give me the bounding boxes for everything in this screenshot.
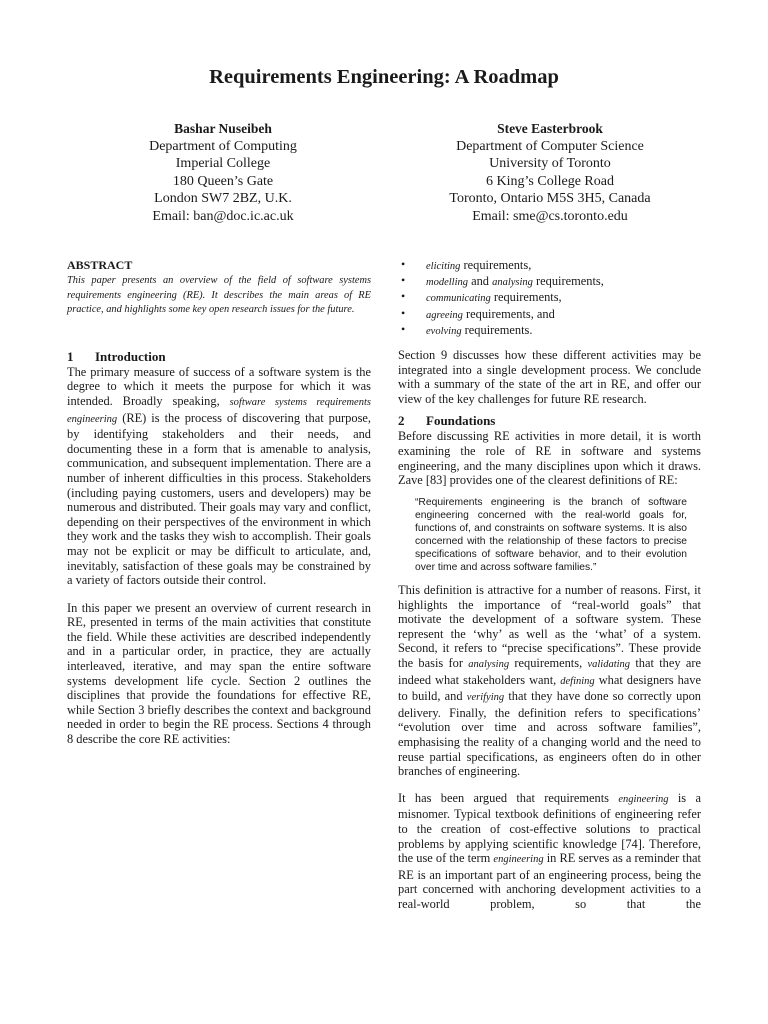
intro-paragraph-1: The primary measure of success of a software system is the degree to which it meets the purpose for which it was intended. Broadly speaking, software systems requirements engineering (RE) is the process of discovering that purpose, by identifying stakeholders and their needs, and documenting these in a form that is amenable to analysis, communication, and subsequent implementation. There are a number of inherent difficulties in this process. Stakeholders (including paying customers, users and developers) may be numerous and distributed. Their goals may vary and conflict, depending on their perspectives of the environment in which they work and the tasks they wish to accomplish. Their goals may not be explicit or may be difficult to articulate, and, inevitably, satisfaction of these goals may be constrained by a variety of factors outside their control.	[67, 364, 371, 588]
author-department: Department of Computer Science	[456, 138, 644, 154]
abstract-heading: ABSTRACT	[67, 258, 133, 272]
paper-title: Requirements Engineering: A Roadmap	[209, 66, 559, 88]
author-street: 180 Queen’s Gate	[172, 173, 274, 189]
zave-definition-quote: “Requirements engineering is the branch of software engineering concerned with the real-world goals for, functions of, and constraints on software systems. It is also concerned with the relationship of these factors to precise specifications of software behavior, and to their evolution over time and across software families.”	[415, 496, 687, 573]
activities-list	[398, 258, 701, 339]
list-item: • modelling and analysing requirements,	[401, 273, 604, 289]
author-city: London SW7 2BZ, U.K.	[154, 191, 292, 206]
author-institution: Imperial College	[175, 156, 271, 171]
intro-paragraph-2: In this paper we present an overview of current research in RE, presented in terms of the main activities that constitute the field. While these activities are described independently and in a particular order, in practice, they are actually interleaved, iterative, and may span the entire software systems development life cycle. Section 2 outlines the disciplines that provide the foundations for effective RE, while Section 3 briefly describes the context and background needed in order to begin the RE process. Sections 4 through 8 describe the core RE activities:	[67, 600, 371, 747]
list-item: • evolving requirements.	[401, 321, 533, 337]
section-number: 1	[67, 348, 74, 364]
author-city: Toronto, Ontario M5S 3H5, Canada	[449, 191, 651, 206]
bullet-icon: •	[401, 321, 406, 336]
foundations-paragraph-1: Before discussing RE activities in more detail, it is worth examining the role of RE in software and systems engineering, and the many disciplines upon which it draws. Zave [83] provides one of the clearest definitions of RE:	[398, 429, 701, 488]
author-institution: University of Toronto	[489, 156, 611, 171]
bullet-icon: •	[401, 257, 406, 271]
author-name: Bashar Nuseibeh	[174, 121, 272, 136]
left-column	[67, 258, 371, 747]
bullet-icon: •	[401, 273, 406, 288]
author-street: 6 King’s College Road	[486, 173, 614, 189]
author-block-easterbrook	[420, 120, 680, 225]
author-block-nuseibeh	[118, 120, 328, 225]
list-item: • agreeing requirements, and	[401, 305, 555, 321]
list-item: • communicating requirements,	[401, 289, 562, 305]
foundations-paragraph-2: This definition is attractive for a number of reasons. First, it highlights the importance of “real-world goals” that motivate the development of a software system. These represent the ‘why’ as well as the ‘what’ of a system. Second, it refers to “precise specifications”. These provide the basis for analysing requirements, validating that they are indeed what stakeholders want, defining what designers have to build, and verifying that they have done so correctly upon delivery. Finally, the definition refers to specifications’ “evolution over time and across software families”, emphasising the reality of a changing world and the need to reuse partial specifications, as engineers often do in other branches of engineering.	[398, 583, 701, 779]
section-title: Introduction	[95, 348, 166, 364]
bullet-icon: •	[401, 305, 406, 320]
author-email: Email: ban@doc.ic.ac.uk	[152, 208, 294, 224]
emphasis-term: software systems requirements engineering	[67, 396, 371, 425]
abstract-text: This paper presents an overview of the field of software systems requirements engineering (RE). It describes the main areas of RE practice, and highlights some key open research issues for the future.	[67, 275, 371, 316]
section-heading-foundations	[398, 413, 701, 429]
author-email: Email: sme@cs.toronto.edu	[472, 208, 628, 224]
section-number: 2	[398, 413, 405, 429]
foundations-paragraph-3: It has been argued that requirements engineering is a misnomer. Typical textbook definitions of engineering refer to the creation of cost-effective solutions to practical problems by applying scientific knowledge [74]. Therefore, the use of the term engineering in RE serves as a reminder that RE is an important part of an engineering process, being the part concerned with anchoring development activities to a real-world problem, so that the	[398, 790, 701, 911]
right-column	[398, 258, 701, 912]
author-name: Steve Easterbrook	[497, 121, 603, 136]
list-item: • eliciting requirements,	[401, 257, 532, 272]
section-heading-introduction	[67, 349, 371, 365]
section9-paragraph: Section 9 discusses how these different activities may be integrated into a single development process. We conclude with a summary of the state of the art in RE, and offer our view of the key challenges for future RE research.	[398, 348, 701, 406]
section-title: Foundations	[426, 413, 496, 429]
author-department: Department of Computing	[149, 138, 297, 154]
bullet-icon: •	[401, 289, 406, 304]
